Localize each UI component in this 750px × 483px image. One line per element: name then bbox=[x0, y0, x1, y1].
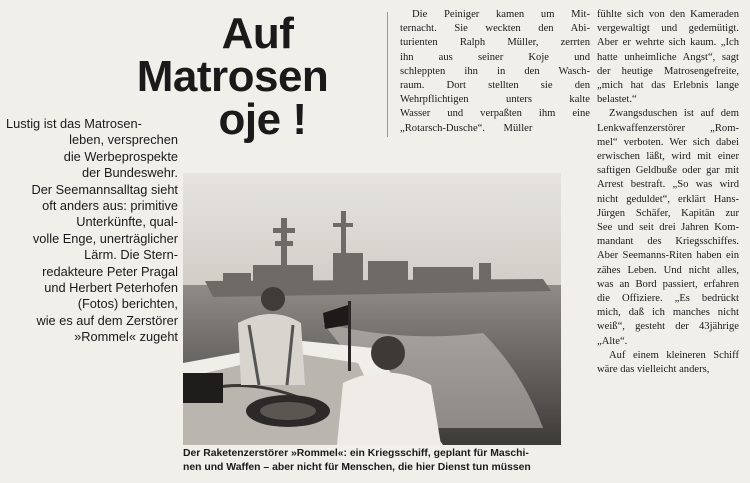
body-line: Lenkwaffenzerstörer „Rom- bbox=[597, 122, 739, 134]
body-line: belastet.“ bbox=[597, 94, 637, 106]
body-line: mel“ verboten. Wer sich dabei bbox=[597, 136, 739, 148]
intro-line: leben, versprechen bbox=[69, 132, 178, 148]
column-divider bbox=[387, 12, 388, 137]
intro-line: (Fotos) berichten, bbox=[77, 296, 178, 312]
body-line: Zwangsduschen ist auf dem bbox=[609, 108, 739, 120]
body-line: ihn aus seiner Koje und bbox=[400, 51, 590, 63]
body-line: turienten Ralph Müller, zerrten bbox=[400, 37, 590, 49]
body-line: Jürgen Schäfer, Kapitän zur bbox=[597, 207, 739, 219]
headline-line: Matrosen bbox=[136, 52, 329, 101]
body-line: „mich hat das Erlebnis lange bbox=[597, 80, 739, 92]
intro-line: redakteure Peter Pragal bbox=[42, 263, 178, 279]
body-line: erwischen läßt, wird mit einer bbox=[597, 151, 739, 163]
body-line: raum. Dort stellten sie den bbox=[400, 80, 590, 92]
headline-line: oje ! bbox=[218, 95, 307, 144]
intro-line: und Herbert Peterhofen bbox=[44, 280, 178, 296]
warship-photo-illustration bbox=[183, 173, 561, 445]
body-line: nicht geduldet“, erklärt Hans- bbox=[597, 193, 739, 205]
body-column-2 bbox=[597, 8, 739, 377]
body-line: Aber Seemanns-Riten haben ein bbox=[597, 250, 739, 262]
body-line: weiß“, gesteht der 43jährige bbox=[597, 321, 739, 333]
intro-line: Der Seemannsalltag sieht bbox=[31, 181, 178, 197]
intro-line: Unterkünfte, qual- bbox=[76, 214, 178, 230]
intro-teaser bbox=[6, 116, 178, 346]
body-line: was an Bord passiert, erfahren bbox=[597, 278, 739, 290]
body-line: die Offiziere. „Es bedrückt bbox=[597, 293, 739, 305]
body-column-1 bbox=[400, 8, 590, 136]
headline-line: Auf bbox=[221, 9, 294, 58]
body-line: „Rotarsch-Dusche“. Müller bbox=[400, 122, 533, 134]
body-line: „Alte“. bbox=[597, 335, 628, 347]
body-line: mandant des Kriegsschiffes. bbox=[597, 236, 739, 248]
photo-caption bbox=[183, 447, 561, 475]
intro-line: volle Enge, unerträglicher bbox=[32, 230, 178, 246]
caption-line: nen und Waffen – aber nicht für Menschen, die hier Dienst tun müssen bbox=[183, 462, 531, 473]
body-line: Wehrpflichtigen unters kalte bbox=[400, 94, 590, 106]
body-line: ternacht. Sie weckten den Abi- bbox=[400, 23, 590, 35]
body-line: zähes Leben. Und nicht alles, bbox=[597, 264, 739, 276]
body-line: Arrest bestraft. „So was wird bbox=[597, 179, 739, 191]
body-line: Auf einem kleineren Schiff bbox=[609, 349, 739, 361]
body-line: See und seit drei Jahren Kom- bbox=[597, 222, 739, 234]
body-line: saftigen Geldbuße oder gar mit bbox=[597, 165, 739, 177]
body-line: mich, daß ich manches nicht bbox=[597, 307, 739, 319]
body-line: hatte unheimliche Angst“, sagt bbox=[597, 51, 739, 63]
intro-line: die Werbeprospekte bbox=[63, 148, 178, 164]
intro-line: Lustig ist das Matrosen- bbox=[6, 116, 142, 131]
intro-line: der Bundeswehr. bbox=[81, 165, 178, 181]
body-line: schleppten ihn in den Wasch- bbox=[400, 65, 590, 77]
body-line: Wasser und verpaßten ihm eine bbox=[400, 108, 590, 120]
intro-line: Lärm. Die Stern- bbox=[84, 247, 178, 263]
intro-line: oft anders aus: primitive bbox=[42, 198, 178, 214]
intro-line: wie es auf dem Zerstörer bbox=[36, 312, 178, 328]
body-line: fühlte sich von den Kameraden bbox=[597, 9, 739, 20]
body-line: wäre das vielleicht anders, bbox=[597, 364, 710, 376]
body-line: der heutige Matrosengefreite, bbox=[597, 65, 739, 77]
body-line: Aber er wehrte sich kaum. „Ich bbox=[597, 37, 739, 49]
body-line: vergewaltigt und gedemütigt. bbox=[597, 23, 739, 35]
intro-line: »Rommel« zugeht bbox=[74, 329, 178, 345]
body-line: Die Peiniger kamen um Mit- bbox=[412, 9, 590, 20]
caption-line: Der Raketenzerstörer »Rommel«: ein Kriegsschiff, geplant für Maschi- bbox=[183, 448, 529, 459]
photo-destroyer-rommel bbox=[183, 173, 561, 445]
